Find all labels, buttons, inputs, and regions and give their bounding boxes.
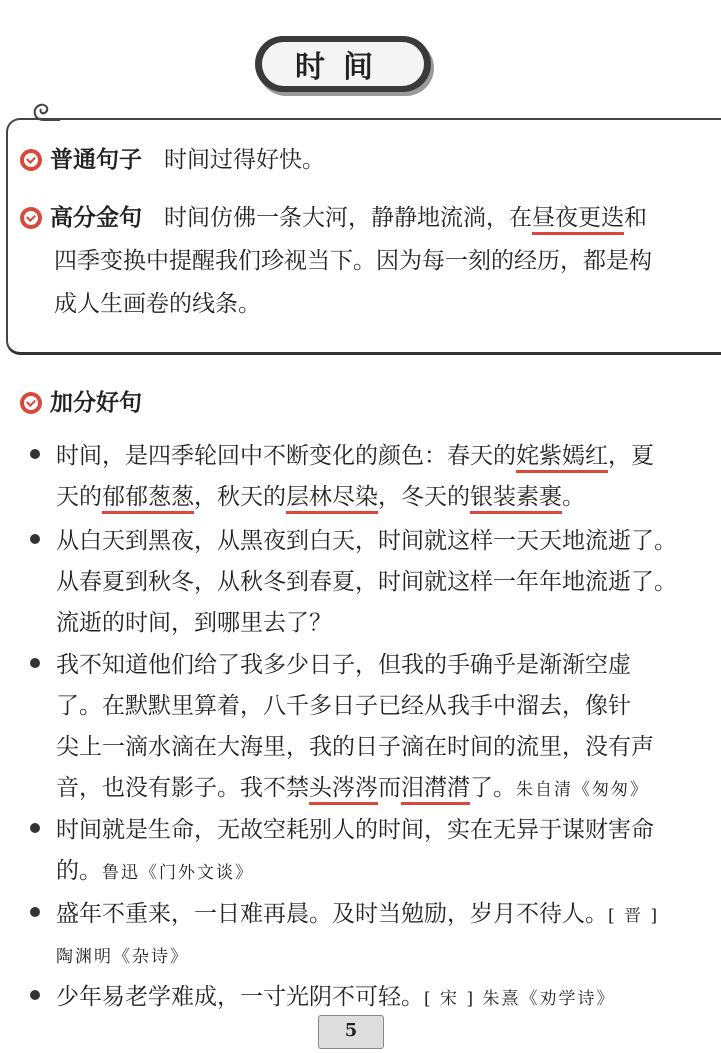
bullet-dot	[30, 534, 40, 544]
text: 了。	[470, 775, 516, 801]
underlined-phrase: 昼夜更迭	[532, 205, 624, 235]
golden-sentence-label: 高分金句	[50, 205, 142, 231]
check-badge-icon	[20, 207, 42, 229]
bonus-heading-label: 加分好句	[50, 390, 142, 416]
bullet-dot	[30, 823, 40, 833]
text: 的。	[56, 858, 102, 884]
golden-sentence-line-2: 四季变换中提醒我们珍视当下。因为每一刻的经历，都是构	[54, 248, 652, 274]
golden-sentence-line-1	[20, 203, 647, 233]
text: 我不知道他们给了我多少日子，但我的手确乎是渐渐空虚	[56, 652, 631, 678]
underlined-phrase: 层林尽染	[286, 484, 378, 514]
citation: 朱自清《匆匆》	[516, 780, 649, 800]
citation: 鲁迅《门外文谈》	[102, 863, 254, 883]
text: 盛年不重来，一日难再晨。及时当勉励，岁月不待人。	[56, 901, 608, 927]
bonus-item-3-line-1	[30, 650, 631, 680]
underlined-phrase: 郁郁葱葱	[102, 484, 194, 514]
citation: [ 晋 ]	[608, 906, 660, 926]
text: 而	[378, 775, 401, 801]
golden-sentence-line-3: 成人生画卷的线条。	[54, 291, 261, 317]
check-badge-icon	[20, 149, 42, 171]
bullet-dot	[30, 658, 40, 668]
bullet-dot	[30, 990, 40, 1000]
underlined-phrase: 泪潸潸	[401, 775, 470, 805]
check-badge-icon	[20, 392, 42, 414]
text: 时间，是四季轮回中不断变化的颜色：春天的	[56, 443, 516, 469]
text: ，秋天的	[194, 484, 286, 510]
bonus-item-2-line-2: 从春夏到秋冬，从秋冬到春夏，时间就这样一年年地流逝了。	[56, 569, 677, 595]
citation: 陶渊明《杂诗》	[56, 947, 189, 967]
bonus-item-4-line-1	[30, 815, 654, 845]
text: ，夏	[608, 443, 654, 469]
golden-text: 和	[624, 205, 647, 231]
bullet-dot	[30, 449, 40, 459]
bonus-item-3-line-4	[56, 773, 649, 805]
text: 音，也没有影子。我不禁	[56, 775, 309, 801]
bonus-item-3-line-3: 尖上一滴水滴在大海里，我的日子滴在时间的流里，没有声	[56, 734, 654, 760]
normal-sentence	[20, 145, 325, 175]
text: 。	[562, 484, 585, 510]
normal-sentence-text: 时间过得好快。	[164, 147, 325, 173]
page-title: 时间	[262, 42, 424, 86]
page-number-badge	[318, 1015, 384, 1049]
bonus-heading	[20, 388, 164, 418]
bonus-item-2-line-1	[30, 526, 677, 556]
text: 少年易老学难成，一寸光阴不可轻。	[56, 984, 424, 1010]
bullet-dot	[30, 907, 40, 917]
bonus-item-6-line-1	[30, 982, 615, 1014]
underlined-phrase: 姹紫嫣红	[516, 443, 608, 473]
text: 天的	[56, 484, 102, 510]
underlined-phrase: 头涔涔	[309, 775, 378, 805]
underlined-phrase: 银装素裹	[470, 484, 562, 514]
bonus-item-2-line-3: 流逝的时间，到哪里去了？	[56, 610, 332, 636]
golden-text: 时间仿佛一条大河，静静地流淌，在	[164, 205, 532, 231]
text: 时间就是生命，无故空耗别人的时间，实在无异于谋财害命	[56, 817, 654, 843]
normal-sentence-label: 普通句子	[50, 147, 142, 173]
bonus-item-1-line-1	[30, 441, 654, 471]
text: 从白天到黑夜，从黑夜到白天，时间就这样一天天地流逝了。	[56, 528, 677, 554]
bonus-item-3-line-2: 了。在默默里算着，八千多日子已经从我手中溜去，像针	[56, 693, 631, 719]
text: ，冬天的	[378, 484, 470, 510]
bonus-item-1-line-2	[56, 482, 585, 512]
page-number: 5	[344, 1020, 358, 1041]
bonus-item-5-line-2	[56, 940, 189, 972]
title-badge	[255, 36, 431, 92]
bonus-item-5-line-1	[30, 899, 659, 931]
citation: [ 宋 ] 朱熹《劝学诗》	[424, 989, 616, 1009]
bonus-item-4-line-2	[56, 856, 254, 888]
